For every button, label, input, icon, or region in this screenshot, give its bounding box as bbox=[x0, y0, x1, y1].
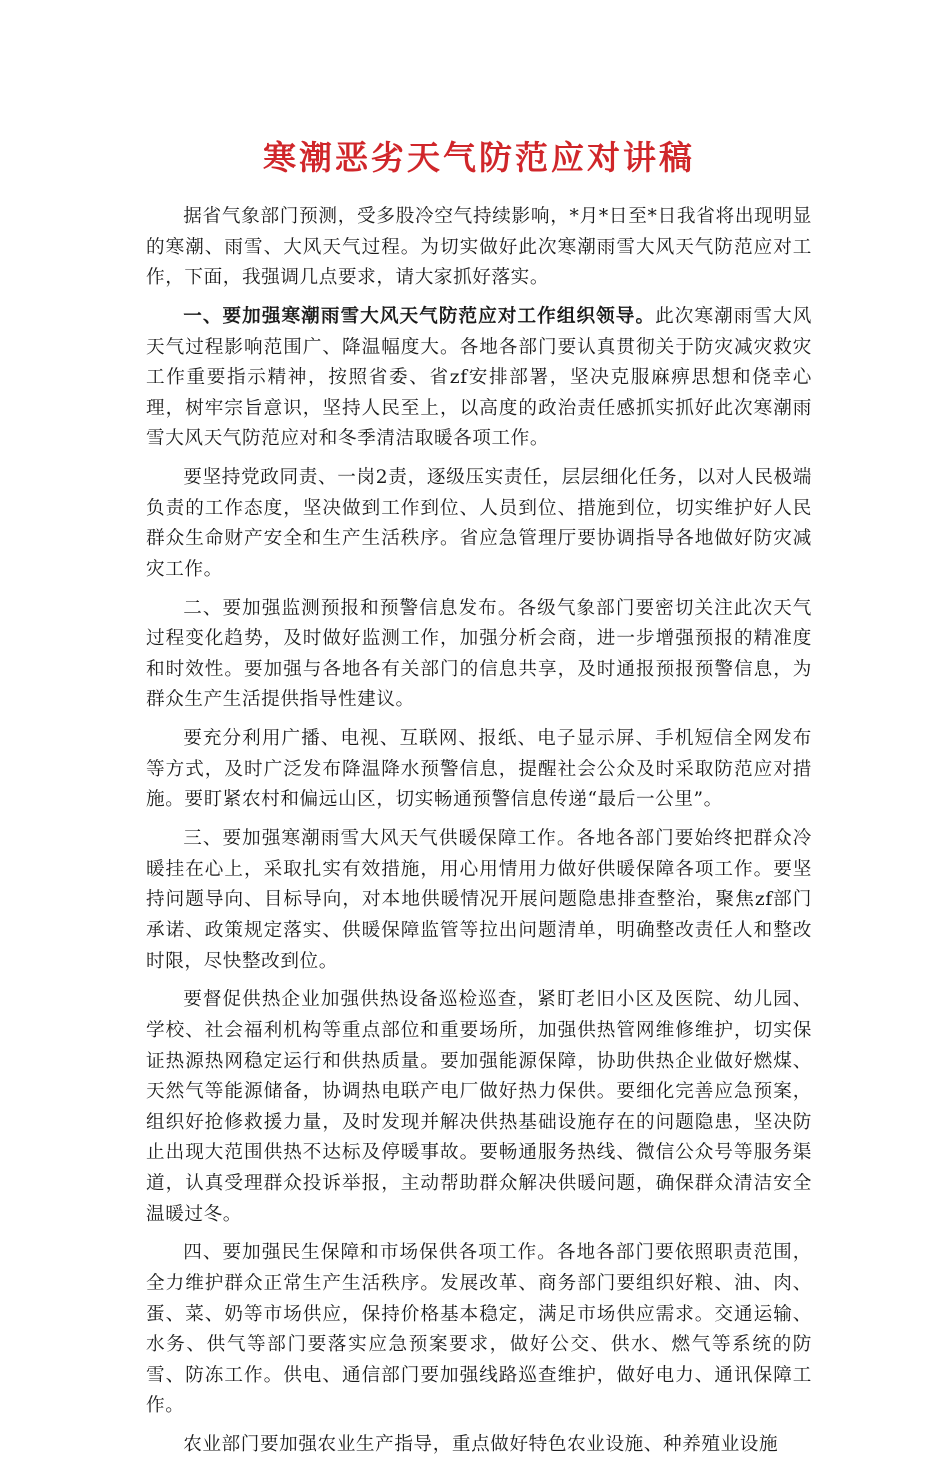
paragraph-text: 要督促供热企业加强供热设备巡检巡查，紧盯老旧小区及医院、幼儿园、学校、社会福利机构等重点部位和重要场所，加强供热管网维修维护，切实保证热源热网稳定运行和供热质量。要加强能源保障，协助供热企业做好燃煤、天然气等能源储备，协调热电联产电厂做好热力保供。要细化完善应急预案，组织好抢修救援力量，及时发现并解决供热基础设施存在的问题隐患，坚决防止出现大范围供热不达标及停暖事故。要畅通服务热线、微信公众号等服务渠道，认真受理群众投诉举报，主动帮助群众解决供暖问题，确保群众清洁安全温暖过冬。 bbox=[146, 989, 812, 1225]
paragraph-text: 农业部门要加强农业生产指导，重点做好特色农业设施、种养殖业设施 bbox=[183, 1434, 779, 1456]
paragraph-text: 四、要加强民生保障和市场保供各项工作。各地各部门要依照职责范围，全力维护群众正常生产生活秩序。发展改革、商务部门要组织好粮、油、肉、蛋、菜、奶等市场供应，保持价格基本稳定，满足市场供应需求。交通运输、水务、供气等部门要落实应急预案要求，做好公交、供水、燃气等系统的防雪、防冻工作。供电、通信部门要加强线路巡查维护，做好电力、通讯保障工作。 bbox=[146, 1242, 812, 1417]
paragraph-text: 三、要加强寒潮雨雪大风天气供暖保障工作。各地各部门要始终把群众冷暖挂在心上，采取扎实有效措施，用心用情用力做好供暖保障各项工作。要坚持问题导向、目标导向，对本地供暖情况开展问题隐患排查整治，聚焦zf部门承诺、政策规定落实、供暖保障监管等拉出问题清单，明确整改责任人和整改时限，尽快整改到位。 bbox=[146, 828, 812, 972]
paragraph-section-3 bbox=[146, 824, 812, 977]
paragraph-text: 要坚持党政同责、一岗2责，逐级压实责任，层层细化任务，以对人民极端负责的工作态度，坚决做到工作到位、人员到位、措施到位，切实维护好人民群众生命财产安全和生产生活秩序。省应急管理厅要协调指导各地做好防灾减灾工作。 bbox=[146, 467, 812, 580]
paragraph-section-2 bbox=[146, 594, 812, 716]
paragraph-section-2-detail bbox=[146, 724, 812, 816]
paragraph-section-3-detail bbox=[146, 985, 812, 1230]
paragraph-section-4 bbox=[146, 1238, 812, 1422]
paragraph-text: 据省气象部门预测，受多股冷空气持续影响，*月*日至*日我省将出现明显的寒潮、雨雪、大风天气过程。为切实做好此次寒潮雨雪大风天气防范应对工作，下面，我强调几点要求，请大家抓好落实。 bbox=[146, 206, 812, 289]
paragraph-text: 此次寒潮雨雪大风天气过程影响范围广、降温幅度大。各地各部门要认真贯彻关于防灾减灾救灾工作重要指示精神，按照省委、省zf安排部署，坚决克服麻痹思想和侥幸心理，树牢宗旨意识，坚持人民至上，以高度的政治责任感抓实抓好此次寒潮雨雪大风天气防范应对和冬季清洁取暖各项工作。 bbox=[146, 305, 812, 450]
document-page bbox=[146, 130, 812, 1469]
paragraph-section-1-detail bbox=[146, 463, 812, 585]
paragraph-text: 要充分利用广播、电视、互联网、报纸、电子显示屏、手机短信全网发布等方式，及时广泛发布降温降水预警信息，提醒社会公众及时采取防范应对措施。要盯紧农村和偏远山区，切实畅通预警信息传递“最后一公里”。 bbox=[146, 728, 812, 811]
paragraph-intro bbox=[146, 202, 812, 294]
paragraph-section-4-detail bbox=[146, 1430, 812, 1461]
paragraph-text: 二、要加强监测预报和预警信息发布。各级气象部门要密切关注此次天气过程变化趋势，及时做好监测工作，加强分析会商，进一步增强预报的精准度和时效性。要加强与各地各有关部门的信息共享，及时通报预报预警信息，为群众生产生活提供指导性建议。 bbox=[146, 597, 812, 711]
paragraph-section-1 bbox=[146, 302, 812, 455]
paragraph-lead: 一、要加强寒潮雨雪大风天气防范应对工作组织领导。 bbox=[183, 305, 656, 327]
document-title: 寒潮恶劣天气防范应对讲稿 bbox=[263, 138, 695, 177]
